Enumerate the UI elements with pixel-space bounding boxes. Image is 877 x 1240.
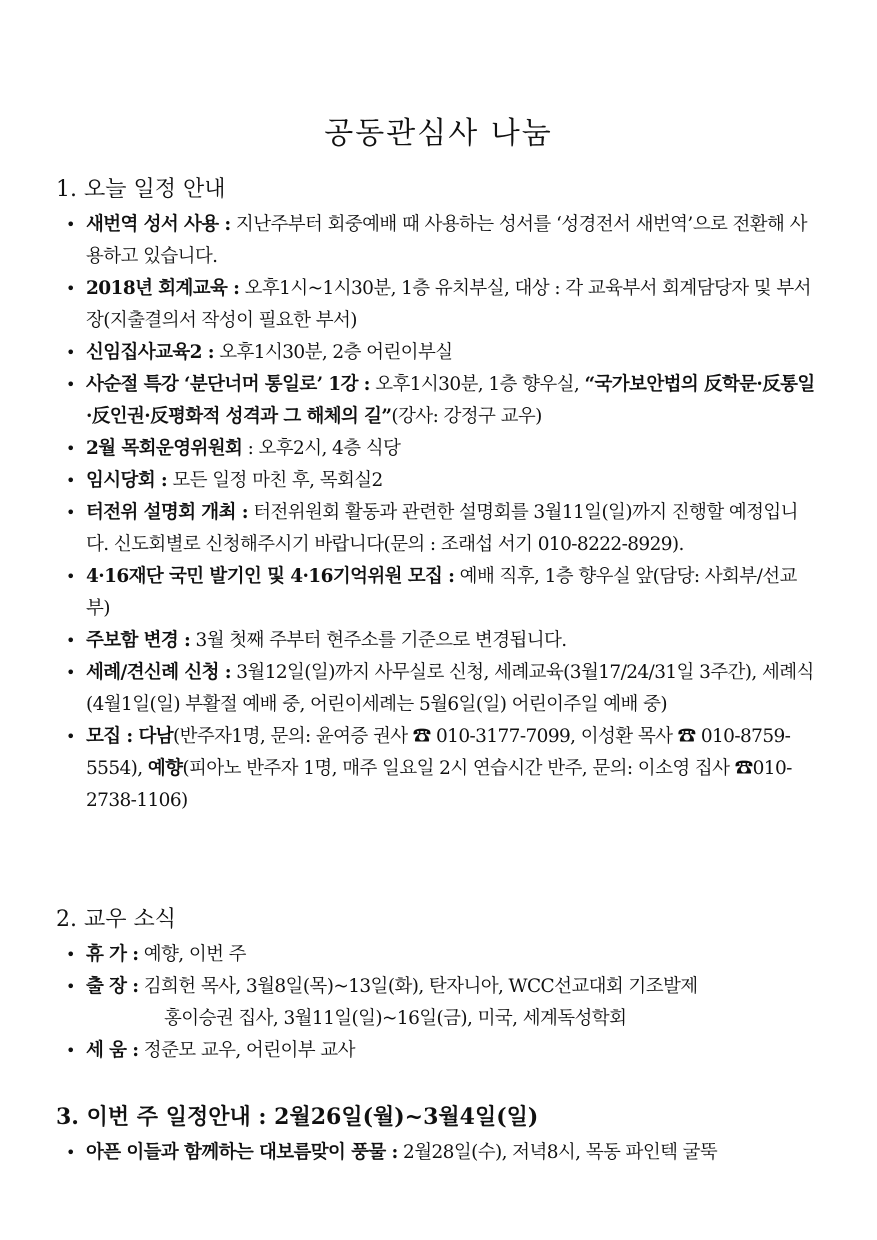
list-item: • 주보함 변경 : 3월 첫째 주부터 현주소를 기준으로 변경됩니다.: [56, 625, 816, 657]
bullet-icon: •: [66, 631, 75, 650]
list-item: • 세 움 : 정준모 교우, 어린이부 교사: [56, 1035, 816, 1067]
list-item: • 사순절 특강 ‘분단너머 통일로’ 1강 : 오후1시30분, 1층 향우실, “국가보안법의 反학문·反통일·反인권·反평화적 성격과 그 해체의 길”(강사: 강정구 교우): [56, 369, 816, 433]
list-item: • 2월 목회운영위원회 : 오후2시, 4층 식당: [56, 433, 816, 465]
bullet-icon: •: [66, 279, 75, 298]
list-item: • 모집 : 다남(반주자1명, 문의: 윤여증 권사 ☎ 010-3177-7099, 이성환 목사 ☎ 010-8759-5554), 예향(피아노 반주자 1명, 매주 일요일 2시 연습시간 반주, 문의: 이소영 집사 ☎010-2738-1106): [56, 721, 816, 817]
bullet-icon: •: [66, 343, 75, 362]
bullet-icon: •: [66, 945, 75, 964]
page-title: 공동관심사 나눔: [324, 116, 553, 152]
list-item: • 임시당회 : 모든 일정 마친 후, 목회실2: [56, 465, 816, 497]
section-heading: 2. 교우 소식: [56, 907, 176, 932]
bullet-icon: •: [66, 503, 75, 522]
list-item: • 2018년 회계교육 : 오후1시~1시30분, 1층 유치부실, 대상 : 각 교육부서 회계담당자 및 부서장(지출결의서 작성이 필요한 부서): [56, 273, 816, 337]
bullet-icon: •: [66, 215, 75, 234]
item-list: [56, 209, 816, 817]
section-week-schedule: [56, 1100, 816, 1169]
section-heading: 1. 오늘 일정 안내: [56, 177, 226, 202]
bullet-icon: •: [66, 977, 75, 996]
section-today-schedule: [56, 172, 816, 817]
list-item: • 4·16재단 국민 발기인 및 4·16기억위원 모집 : 예배 직후, 1층 향우실 앞(담당: 사회부/선교부): [56, 561, 816, 625]
bullet-icon: •: [66, 727, 75, 746]
list-item: • 새번역 성서 사용 : 지난주부터 회중예배 때 사용하는 성서를 ‘성경전서 새번역’으로 전환해 사용하고 있습니다.: [56, 209, 816, 273]
bullet-icon: •: [66, 1143, 75, 1162]
bullet-icon: •: [66, 663, 75, 682]
item-list: [56, 939, 816, 1067]
list-item: • 휴 가 : 예향, 이번 주: [56, 939, 816, 971]
bullet-icon: •: [66, 439, 75, 458]
item-list: [56, 1137, 816, 1169]
bullet-icon: •: [66, 567, 75, 586]
bullet-icon: •: [66, 471, 75, 490]
list-item: • 신임집사교육2 : 오후1시30분, 2층 어린이부실: [56, 337, 816, 369]
bullet-icon: •: [66, 375, 75, 394]
bullet-icon: •: [66, 1041, 75, 1060]
list-item: • 세례/견신례 신청 : 3월12일(일)까지 사무실로 신청, 세례교육(3월17/24/31일 3주간), 세례식(4월1일(일) 부활절 예배 중, 어린이세례는 5월6일(일) 어린이주일 예배 중): [56, 657, 816, 721]
section-member-news: [56, 902, 816, 1067]
list-item: • 아픈 이들과 함께하는 대보름맞이 풍물 : 2월28일(수), 저녁8시, 목동 파인텍 굴뚝: [56, 1137, 816, 1169]
section-heading: 3. 이번 주 일정안내 : 2월26일(월)~3월4일(일): [56, 1104, 539, 1130]
list-item: • 출 장 : 김희헌 목사, 3월8일(목)~13일(화), 탄자니아, WCC선교대회 기조발제 홍이승권 집사, 3월11일(일)~16일(금), 미국, 세계독성학회: [56, 971, 816, 1035]
list-item: • 터전위 설명회 개최 : 터전위원회 활동과 관련한 설명회를 3월11일(일)까지 진행할 예정입니다. 신도회별로 신청해주시기 바랍니다(문의 : 조래섭 서기 010-8222-8929).: [56, 497, 816, 561]
